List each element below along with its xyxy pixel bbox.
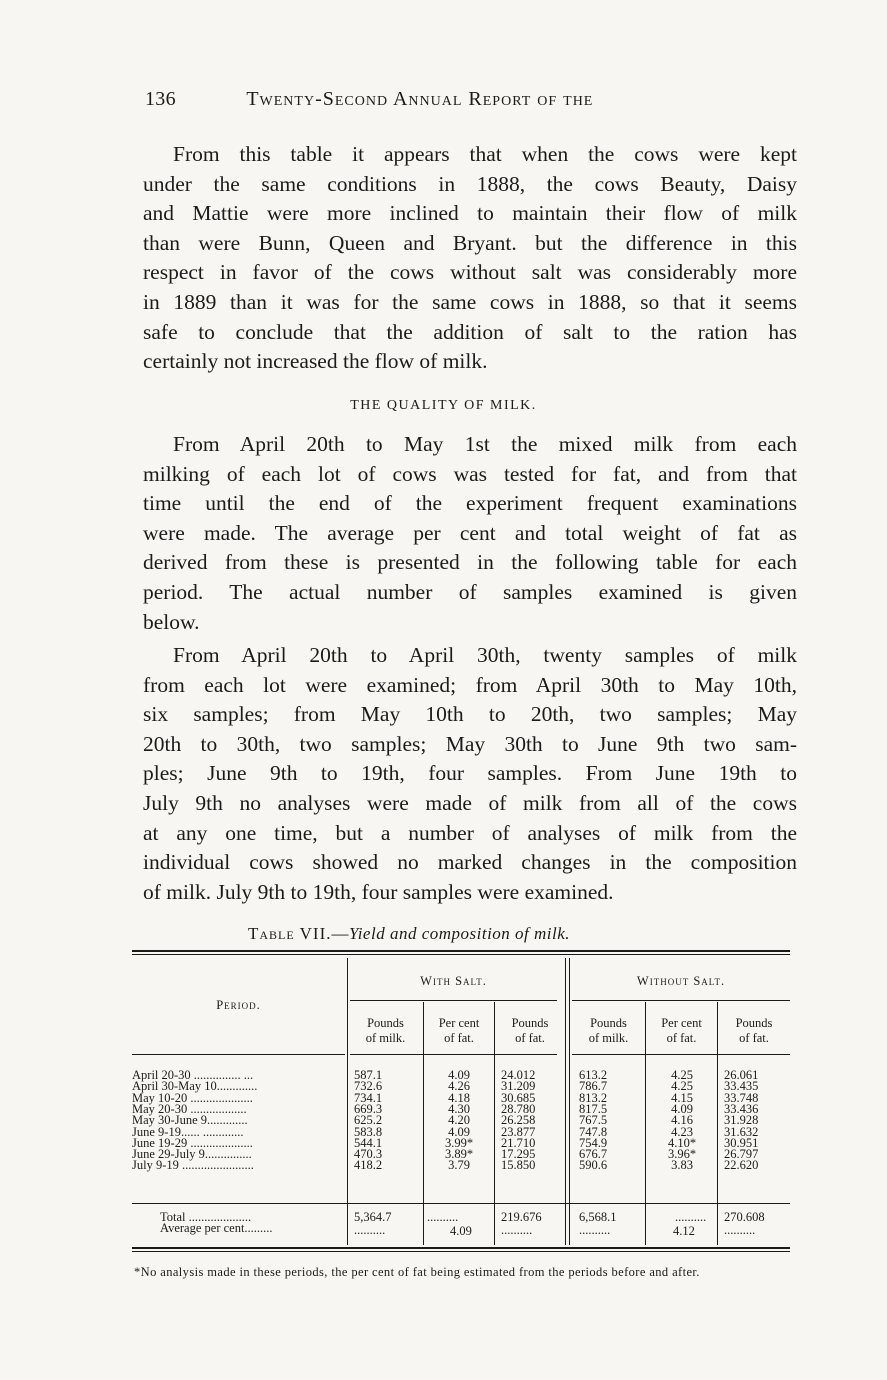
col-header-fat <box>495 1016 565 1046</box>
period-cell: May 20-30 .................. <box>132 1101 247 1116</box>
header-line: of fat. <box>444 1031 474 1045</box>
text-line: time until the end of the experiment frequent examinations <box>143 491 797 516</box>
text-line: safe to conclude that the addition of salt to the ration has <box>143 319 797 344</box>
total-fat-with-salt: 219.676 <box>501 1210 542 1224</box>
paragraph-samples <box>143 641 797 907</box>
pct-without-salt-cell: 4.15 <box>671 1090 693 1105</box>
pct-without-salt-cell: 4.10* <box>667 1135 697 1150</box>
pct-with-salt-cell: 4.09 <box>448 1068 470 1082</box>
column-divider <box>347 958 348 1245</box>
header-line: Per cent <box>661 1016 702 1030</box>
period-cell: May 30-June 9............. <box>132 1113 248 1128</box>
text-line: than were Bunn, Queen and Bryant. but the difference in this <box>143 230 797 255</box>
header-line: of milk. <box>365 1031 406 1045</box>
total-rule <box>132 1203 790 1204</box>
fat-with-salt-cell: 21.710 <box>501 1135 536 1150</box>
pct-without-salt-cell: 3.83 <box>671 1158 693 1173</box>
fat-without-salt-cell: 33.435 <box>724 1079 759 1094</box>
average-pct-with-salt: 4.09 <box>450 1224 472 1238</box>
fat-with-salt-cell: 24.012 <box>501 1068 536 1082</box>
milk-with-salt-cell: 583.8 <box>354 1124 383 1139</box>
period-cell: July 9-19 ....................... <box>132 1158 254 1173</box>
milk-without-salt-cell: 590.6 <box>579 1158 608 1173</box>
fat-without-salt-cell: 31.632 <box>724 1124 759 1139</box>
pct-with-salt-cell: 4.18 <box>448 1090 470 1105</box>
text-line: From April 20th to May 1st the mixed milk from each <box>173 432 797 456</box>
milk-with-salt-cell: 734.1 <box>354 1090 383 1105</box>
text-line: in 1889 than it was for the same cows in 1888, so that it seems <box>143 289 797 314</box>
running-title: Twenty-Second Annual Report of the <box>246 88 594 110</box>
fat-without-salt-cell: 33.748 <box>724 1090 759 1105</box>
milk-with-salt-cell: 544.1 <box>354 1135 383 1150</box>
pct-without-salt-cell: 4.25 <box>671 1068 693 1082</box>
fat-with-salt-cell: 28.780 <box>501 1101 536 1116</box>
yield-table <box>132 950 790 1260</box>
column-divider <box>565 958 566 1245</box>
average-label: Average per cent......... <box>160 1221 273 1235</box>
col-header-milk <box>350 1016 421 1046</box>
period-cell: May 10-20 .................... <box>132 1090 253 1105</box>
table-bottom-rule <box>132 1247 790 1249</box>
milk-with-salt-cell: 470.3 <box>354 1147 383 1162</box>
paragraph-fat-tests <box>143 430 797 637</box>
pct-with-salt-cell: 4.26 <box>448 1079 470 1094</box>
dots: .......... <box>427 1210 459 1224</box>
period-header-rule <box>132 1054 345 1055</box>
dots: .......... <box>501 1223 533 1237</box>
text-line: respect in favor of the cows without salt was considerably more <box>143 260 797 285</box>
table-bottom-rule <box>132 1251 790 1252</box>
milk-without-salt-cell: 613.2 <box>579 1068 608 1082</box>
period-header: Period. <box>216 998 261 1012</box>
dots: .......... <box>675 1210 707 1224</box>
period-cell: June 9-19...... ............. <box>132 1124 244 1139</box>
period-cell: April 30-May 10............. <box>132 1079 258 1094</box>
fat-without-salt-cell: 31.928 <box>724 1113 759 1128</box>
table-caption <box>248 924 570 944</box>
text-line: period. The actual number of samples examined is given <box>143 579 797 604</box>
text-line: 20th to 30th, two samples; May 30th to June 9th two sam- <box>143 731 797 756</box>
paragraph-salt-conclusion <box>143 140 797 377</box>
text-line: milking of each lot of cows was tested for fat, and from that <box>143 461 797 486</box>
pct-with-salt-cell: 3.79 <box>448 1158 470 1173</box>
milk-without-salt-cell: 813.2 <box>579 1090 608 1105</box>
fat-without-salt-cell: 22.620 <box>724 1158 759 1173</box>
milk-with-salt-cell: 587.1 <box>354 1068 383 1082</box>
fat-without-salt-cell: 33.436 <box>724 1101 759 1116</box>
col-header-fat <box>718 1016 790 1046</box>
total-milk-without-salt: 6,568.1 <box>579 1210 617 1224</box>
header-line: of fat. <box>739 1031 769 1045</box>
caption-separator: — <box>331 924 350 943</box>
text-line: under the same conditions in 1888, the cows Beauty, Daisy <box>143 171 797 196</box>
fat-without-salt-cell: 26.061 <box>724 1068 759 1082</box>
text-line: July 9th no analyses were made of milk from all of the cows <box>143 790 797 815</box>
total-milk-with-salt: 5,364.7 <box>354 1210 392 1224</box>
fat-with-salt-cell: 15.850 <box>501 1158 536 1173</box>
milk-without-salt-cell: 754.9 <box>579 1135 608 1150</box>
total-label: Total .................... <box>160 1210 252 1224</box>
pct-without-salt-cell: 4.16 <box>671 1113 693 1128</box>
header-line: of fat. <box>515 1031 545 1045</box>
header-line: Pounds <box>511 1016 549 1030</box>
pct-without-salt-cell: 4.23 <box>671 1124 693 1139</box>
fat-with-salt-cell: 17.295 <box>501 1147 536 1162</box>
period-cell: April 20-30 ............... ... <box>132 1068 254 1082</box>
text-line: six samples; from May 10th to 20th, two samples; May <box>143 702 797 727</box>
pct-with-salt-cell: 3.89* <box>444 1147 474 1162</box>
text-line: from each lot were examined; from April 30th to May 10th, <box>143 672 797 697</box>
with-salt-rule <box>350 1000 557 1001</box>
page-number: 136 <box>145 88 176 110</box>
total-fat-without-salt: 270.608 <box>724 1210 765 1224</box>
text-line: derived from these is presented in the following table for each <box>143 550 797 575</box>
fat-without-salt-cell: 30.951 <box>724 1135 759 1150</box>
fat-without-salt-cell: 26.797 <box>724 1147 759 1162</box>
without-salt-header: Without Salt. <box>636 974 726 988</box>
pct-with-salt-cell: 4.20 <box>448 1113 470 1128</box>
fat-with-salt-cell: 26.258 <box>501 1113 536 1128</box>
pct-without-salt-cell: 4.09 <box>671 1101 693 1116</box>
text-line: and Mattie were more inclined to maintain their flow of milk <box>143 201 797 226</box>
col-header-pct <box>424 1016 494 1046</box>
period-cell: June 29-July 9............... <box>132 1147 252 1162</box>
milk-without-salt-cell: 767.5 <box>579 1113 608 1128</box>
col-header-pct <box>646 1016 717 1046</box>
text-line: From this table it appears that when the cows were kept <box>173 142 797 166</box>
pct-with-salt-cell: 4.30 <box>448 1101 470 1116</box>
footnote: *No analysis made in these periods, the per cent of fat being estimated from the periods before and after. <box>134 1265 700 1279</box>
header-line: of fat. <box>666 1031 697 1045</box>
column-divider <box>569 958 570 1245</box>
dots: .......... <box>354 1223 386 1237</box>
subheader-rule <box>572 1054 790 1055</box>
milk-with-salt-cell: 732.6 <box>354 1079 383 1094</box>
text-line: ples; June 9th to 19th, four samples. From June 19th to <box>143 761 797 786</box>
text-line: of milk. July 9th to 19th, four samples were examined. <box>143 879 614 904</box>
milk-without-salt-cell: 676.7 <box>579 1147 608 1162</box>
col-header-milk <box>572 1016 645 1046</box>
pct-with-salt-cell: 3.99* <box>444 1135 474 1150</box>
milk-without-salt-cell: 786.7 <box>579 1079 608 1094</box>
text-line: were made. The average per cent and total weight of fat as <box>143 520 797 545</box>
dots: .......... <box>579 1223 611 1237</box>
without-salt-rule <box>572 1000 790 1001</box>
period-cell: June 19-29 .................... <box>132 1135 253 1150</box>
milk-with-salt-cell: 669.3 <box>354 1101 383 1116</box>
page-header <box>145 88 593 111</box>
average-pct-without-salt: 4.12 <box>673 1224 695 1238</box>
milk-without-salt-cell: 817.5 <box>579 1101 608 1116</box>
dots: .......... <box>724 1223 756 1237</box>
milk-with-salt-cell: 418.2 <box>354 1158 383 1173</box>
fat-with-salt-cell: 31.209 <box>501 1079 536 1094</box>
table-top-rule <box>132 950 790 952</box>
milk-without-salt-cell: 747.8 <box>579 1124 608 1139</box>
text-line: at any one time, but a number of analyses of milk from the <box>143 820 797 845</box>
with-salt-header: With Salt. <box>420 974 487 988</box>
text-line: certainly not increased the flow of milk. <box>143 349 488 374</box>
section-heading: THE QUALITY OF MILK. <box>350 398 537 413</box>
pct-without-salt-cell: 3.96* <box>667 1147 697 1162</box>
header-line: Pounds <box>367 1016 404 1030</box>
header-line: Per cent <box>438 1016 480 1030</box>
header-line: Pounds <box>590 1016 627 1030</box>
pct-with-salt-cell: 4.09 <box>448 1124 470 1139</box>
text-line: below. <box>143 609 200 634</box>
milk-with-salt-cell: 625.2 <box>354 1113 383 1128</box>
text-line: individual cows showed no marked changes in the composition <box>143 850 797 875</box>
table-label: Table VII. <box>248 924 332 943</box>
fat-with-salt-cell: 30.685 <box>501 1090 536 1105</box>
table-title: Yield and composition of milk. <box>349 924 571 943</box>
text-line: From April 20th to April 30th, twenty samples of milk <box>173 643 797 667</box>
fat-with-salt-cell: 23.877 <box>501 1124 536 1139</box>
header-line: Pounds <box>735 1016 773 1030</box>
header-line: of milk. <box>588 1031 629 1045</box>
table-top-rule <box>132 954 790 955</box>
subheader-rule <box>350 1054 557 1055</box>
pct-without-salt-cell: 4.25 <box>671 1079 693 1094</box>
